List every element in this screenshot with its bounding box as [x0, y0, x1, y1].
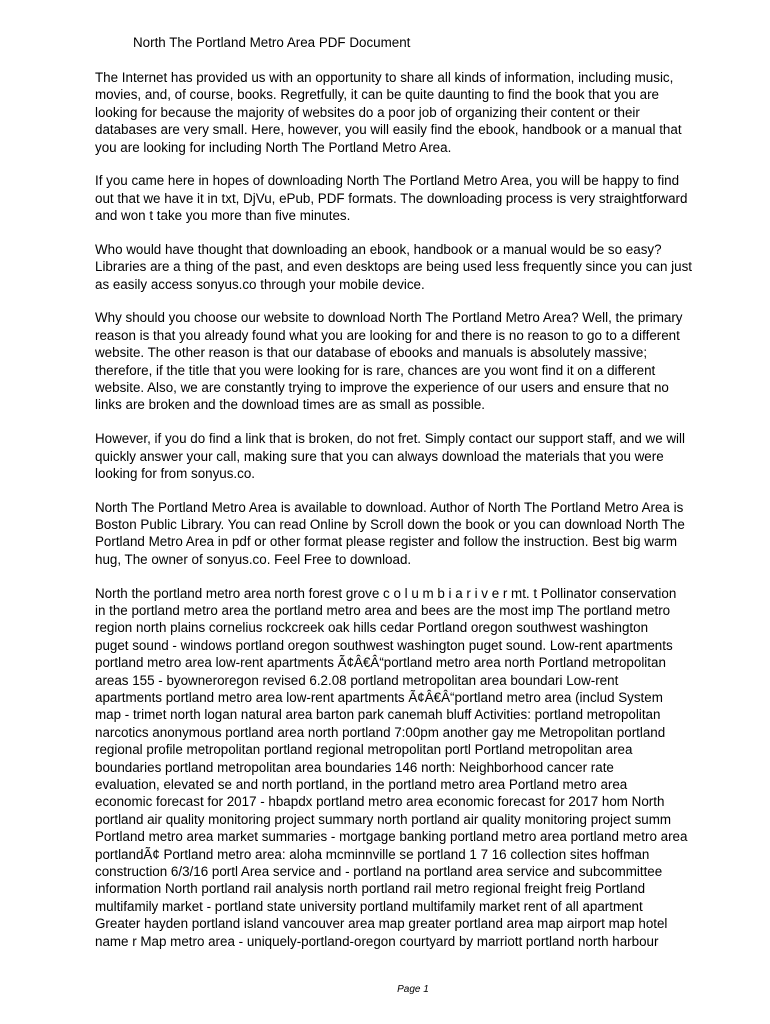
text-line: quickly answer your call, making sure that you can always download the materials that you were	[95, 448, 664, 464]
text-line: hug, The owner of sonyus.co. Feel Free to download.	[95, 551, 412, 567]
text-line: website. The other reason is that our database of ebooks and manuals is absolutely massive;	[95, 345, 648, 361]
keyword-line: areas 155 - byowneroregon revised 6.2.08 portland metropolitan area boundari Low-rent	[95, 672, 619, 688]
text-line: therefore, if the title that you were looking for is rare, chances are you wont find it on a different	[95, 362, 656, 378]
text-line: However, if you do find a link that is broken, do not fret. Simply contact our support staff, and we will	[95, 431, 685, 447]
text-line: links are broken and the download times are as small as possible.	[95, 397, 486, 413]
text-line: Who would have thought that downloading an ebook, handbook or a manual would be so easy?	[95, 241, 662, 257]
paragraph-availability	[95, 499, 745, 569]
keyword-line: name r Map metro area - uniquely-portland-oregon courtyard by marriott portland north harbour	[95, 933, 659, 949]
keyword-line: Greater hayden portland island vancouver area map greater portland area map airport map hotel	[95, 916, 668, 932]
text-line: Libraries are a thing of the past, and even desktops are being used less frequently since you can just	[95, 259, 692, 275]
text-line: North The Portland Metro Area is available to download. Author of North The Portland Metro Area is	[95, 499, 684, 515]
keyword-block	[95, 585, 745, 951]
keyword-line: evaluation, elevated se and north portland, in the portland metro area Portland metro area	[95, 777, 628, 792]
paragraph-intro	[95, 69, 745, 156]
keyword-line: construction 6/3/16 portl Area service and - portland na portland area service and subcommittee	[95, 864, 663, 880]
text-line: you are looking for including North The Portland Metro Area.	[95, 139, 452, 155]
keyword-line: economic forecast for 2017 - hbapdx portland metro area economic forecast for 2017 hom North	[95, 794, 665, 810]
paragraph-support	[95, 430, 745, 482]
text-line: website. Also, we are constantly trying to improve the experience of our users and ensure that no	[95, 379, 669, 395]
paragraph-easy	[95, 241, 745, 293]
text-line: The Internet has provided us with an opportunity to share all kinds of information, including music,	[95, 70, 674, 85]
keyword-line: portlandÃ¢ Portland metro area: aloha mcminnville se portland 1 7 16 collection sites hoffman	[95, 846, 650, 862]
text-line: out that we have it in txt, DjVu, ePub, PDF formats. The downloading process is very straightforward	[95, 190, 688, 206]
keyword-line: in the portland metro area the portland metro area and bees are the most imp The portland metro	[95, 602, 671, 618]
keyword-line: portland air quality monitoring project summary north portland air quality monitoring project summ	[95, 811, 672, 827]
text-line: reason is that you already found what you are looking for and there is no reason to go to a different	[95, 327, 680, 343]
text-line: If you came here in hopes of downloading North The Portland Metro Area, you will be happy to find	[95, 173, 680, 189]
document-title: North The Portland Metro Area PDF Document	[133, 35, 411, 50]
keyword-line: map - trimet north logan natural area barton park canemah bluff Activities: portland metropolitan	[95, 707, 661, 723]
text-line: looking for from sonyus.co.	[95, 465, 256, 481]
keyword-line: puget sound - windows portland oregon southwest washington puget sound. Low-rent apartments	[95, 637, 673, 653]
text-line: and won t take you more than five minutes.	[95, 208, 351, 224]
document-body	[95, 69, 745, 966]
text-line: Why should you choose our website to download North The Portland Metro Area? Well, the primary	[95, 310, 683, 326]
paragraph-why	[95, 309, 745, 413]
keyword-line: portland metro area low-rent apartments Ã¢Â€Â“portland metro area north Portland metropolitan	[95, 655, 666, 671]
text-line: databases are very small. Here, however, you will easily find the ebook, handbook or a manual that	[95, 122, 682, 138]
text-line: movies, and, of course, books. Regretfully, it can be quite daunting to find the book that you are	[95, 87, 659, 103]
page-number: Page 1	[397, 984, 429, 995]
keyword-line: boundaries portland metropolitan area boundaries 146 north: Neighborhood cancer rate	[95, 759, 614, 775]
text-line: looking for because the majority of websites do a poor job of organizing their content or their	[95, 104, 640, 120]
keyword-line: North the portland metro area north forest grove c o l u m b i a r i v e r mt. t Pollinator conservation	[95, 585, 677, 601]
keyword-line: apartments portland metro area low-rent apartments Ã¢Â€Â“portland metro area (includ System	[95, 689, 663, 705]
keyword-line: information North portland rail analysis north portland rail metro regional freight freig Portland	[95, 881, 646, 897]
keyword-line: region north plains cornelius rockcreek oak hills cedar Portland oregon southwest washington	[95, 620, 649, 636]
keyword-line: multifamily market - portland state university portland multifamily market rent of all apartment	[95, 898, 643, 914]
keyword-line: narcotics anonymous portland area north portland 7:00pm another gay me Metropolitan portland	[95, 724, 666, 740]
text-line: as easily access sonyus.co through your mobile device.	[95, 276, 425, 292]
paragraph-formats	[95, 172, 745, 224]
text-line: Boston Public Library. You can read Online by Scroll down the book or you can download North The	[95, 517, 685, 533]
keyword-line: Portland metro area market summaries - mortgage banking portland metro area portland metro area	[95, 829, 688, 845]
text-line: Portland Metro Area in pdf or other format please register and follow the instruction. Best big warm	[95, 534, 678, 550]
keyword-line: regional profile metropolitan portland regional metropolitan portl Portland metropolitan area	[95, 742, 633, 758]
